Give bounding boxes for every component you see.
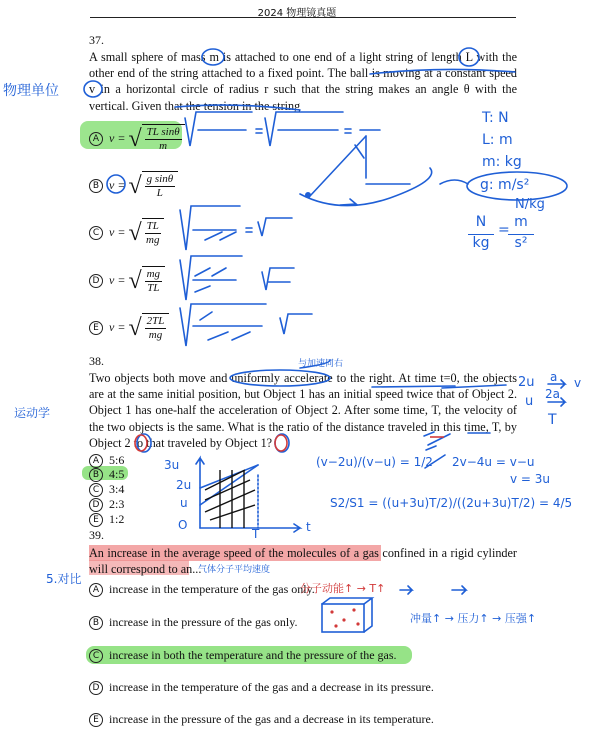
q38-option-c[interactable] xyxy=(89,482,124,497)
option-text: increase in the temperature of the gas and a decrease in its pressure. xyxy=(109,680,434,694)
hw-graph-O: O xyxy=(178,518,188,532)
question-38-number: 38. xyxy=(89,354,104,368)
option-text: increase in both the temperature and the pressure of the gas. xyxy=(109,648,397,662)
option-text: increase in the pressure of the gas only. xyxy=(109,615,298,629)
option-letter: D xyxy=(89,274,103,288)
hw-units-eq-num: N xyxy=(475,214,487,230)
formula-numerator: mg xyxy=(146,268,161,280)
hw-unit-T: T: N xyxy=(482,110,509,126)
sqrt-icon: √ xyxy=(128,172,142,199)
sqrt-icon: √ xyxy=(128,219,142,246)
formula-denominator: mg xyxy=(148,329,163,341)
hw-graph-t: t xyxy=(306,520,311,534)
q39-option-b[interactable] xyxy=(89,615,298,630)
sqrt-icon: √ xyxy=(128,125,142,152)
q39-option-e[interactable] xyxy=(89,712,434,727)
hw-graph-u: u xyxy=(180,496,188,510)
question-39-number: 39. xyxy=(89,528,104,542)
hw-q39-arrow1: 分子动能↑ → T↑ xyxy=(300,582,386,595)
question-37-text: A small sphere of mass m is attached to one end of a light string of length L with the other end of the string attached to a fixed point. The ball is moving at a constant speed v in a horizontal circle of radius r such that the string makes an angle θ with the vertical. Given that the tension in the string xyxy=(89,50,517,113)
formula-denominator: L xyxy=(156,187,163,199)
sqrt-icon: √ xyxy=(128,314,142,341)
option-text: 2:3 xyxy=(109,497,125,511)
hw-q38-2u: 2u xyxy=(518,375,535,390)
hw-avg-note: 气体分子平均速度 xyxy=(198,565,271,575)
hw-unit-g: g: m/s² xyxy=(480,177,530,193)
option-letter: D xyxy=(89,681,103,695)
hw-units-label: 物理单位 xyxy=(3,83,59,99)
q38-option-e[interactable] xyxy=(89,512,124,527)
header-rule xyxy=(90,17,516,18)
formula-denominator: mg xyxy=(146,234,160,246)
formula-numerator: g sinθ xyxy=(146,173,174,185)
option-letter: C xyxy=(89,226,103,240)
option-letter: B xyxy=(89,616,103,630)
hw-units-eq-rnum: m xyxy=(514,214,528,230)
hw-units-eq-rden: s² xyxy=(508,234,534,251)
formula-lhs: v = xyxy=(109,320,126,334)
q38-option-b[interactable] xyxy=(89,467,124,482)
option-letter: A xyxy=(89,454,103,468)
hw-q38-u: u xyxy=(525,394,534,409)
formula-denominator: TL xyxy=(147,282,160,294)
formula-lhs: v = xyxy=(109,225,126,239)
formula-numerator: TL sinθ xyxy=(146,126,180,138)
option-letter: A xyxy=(89,132,103,146)
formula-numerator: 2TL xyxy=(146,315,165,327)
q37-option-d[interactable] xyxy=(89,266,165,295)
hw-unit-g2: N/kg xyxy=(515,197,545,212)
q37-option-c[interactable] xyxy=(89,218,164,247)
q38-option-d[interactable] xyxy=(89,497,124,512)
hw-units-eq-sign: = xyxy=(498,222,510,238)
hw-unit-L: L: m xyxy=(482,132,513,148)
option-letter: E xyxy=(89,321,103,335)
hw-q38-eq3: v = 3u xyxy=(510,472,551,486)
option-text: increase in the pressure of the gas and a decrease in its temperature. xyxy=(109,712,434,726)
q37-option-a[interactable] xyxy=(89,124,185,153)
option-text: 5:6 xyxy=(109,453,125,467)
formula-lhs: v = xyxy=(109,273,126,287)
hw-graph-3u: 3u xyxy=(164,458,180,472)
hw-motion-label: 运动学 xyxy=(14,406,51,420)
q37-option-b[interactable] xyxy=(89,171,178,200)
hw-direction-note: 与加速同右 xyxy=(298,359,344,369)
option-letter: E xyxy=(89,713,103,727)
hw-q39-arrow2: 冲量↑ → 压力↑ → 压强↑ xyxy=(410,612,537,625)
q39-option-a[interactable] xyxy=(89,582,315,597)
hw-unit-m: m: kg xyxy=(482,154,522,170)
formula-lhs: v = xyxy=(109,178,126,192)
hw-q38-a: a xyxy=(550,370,558,384)
option-text: 4:5 xyxy=(109,467,125,481)
hw-graph-2u: 2u xyxy=(176,478,192,492)
option-letter: B xyxy=(89,468,103,482)
question-39-text: An increase in the average speed of the molecules of a gas confined in a rigid cylinder will correspond to an... xyxy=(89,546,517,577)
option-letter: E xyxy=(89,513,103,527)
formula-lhs: v = xyxy=(109,131,126,145)
hw-units-eq-den: kg xyxy=(468,234,494,251)
sqrt-icon: √ xyxy=(128,267,142,294)
option-letter: D xyxy=(89,498,103,512)
option-text: 1:2 xyxy=(109,512,125,526)
q37-option-e[interactable] xyxy=(89,313,169,342)
hw-q38-v: v xyxy=(574,376,582,390)
hw-q38-2a: 2a xyxy=(545,387,560,401)
page-header: 2024 物理镜真题 xyxy=(257,8,337,19)
option-letter: B xyxy=(89,179,103,193)
question-37-number: 37. xyxy=(89,33,104,47)
hw-compare-label: 5.对比 xyxy=(46,572,82,586)
question-38-text: Two objects both move and uniformly accelerate to the right. At time t=0, the objects are at the same initial position, but Object 1 has an initial speed twice that of Object 2. Object 1 has one-half the acceleration of Object 2. After some time, T, the velocity of the two objects is the same. What is the ratio of the distance traveled in this time, T, by Object 2 to that traveled by Object 1? xyxy=(89,371,517,450)
option-letter: C xyxy=(89,649,103,663)
q39-option-d[interactable] xyxy=(89,680,434,695)
option-text: 3:4 xyxy=(109,482,125,496)
hw-q38-eq1: (v−2u)/(v−u) = 1/2 xyxy=(316,455,433,469)
hw-q38-ratio: S2/S1 = ((u+3u)T/2)/((2u+3u)T/2) = 4/5 xyxy=(330,496,573,510)
formula-denominator: m xyxy=(159,140,168,152)
q38-option-a[interactable] xyxy=(89,453,124,468)
q39-option-c[interactable] xyxy=(89,648,397,663)
hw-q38-eq2: 2v−4u = v−u xyxy=(452,455,535,469)
option-letter: A xyxy=(89,583,103,597)
hw-q38-T: T xyxy=(548,412,557,428)
formula-numerator: TL xyxy=(146,220,159,232)
option-letter: C xyxy=(89,483,103,497)
hw-graph-T: T xyxy=(252,527,260,541)
option-text: increase in the temperature of the gas only. xyxy=(109,582,315,596)
